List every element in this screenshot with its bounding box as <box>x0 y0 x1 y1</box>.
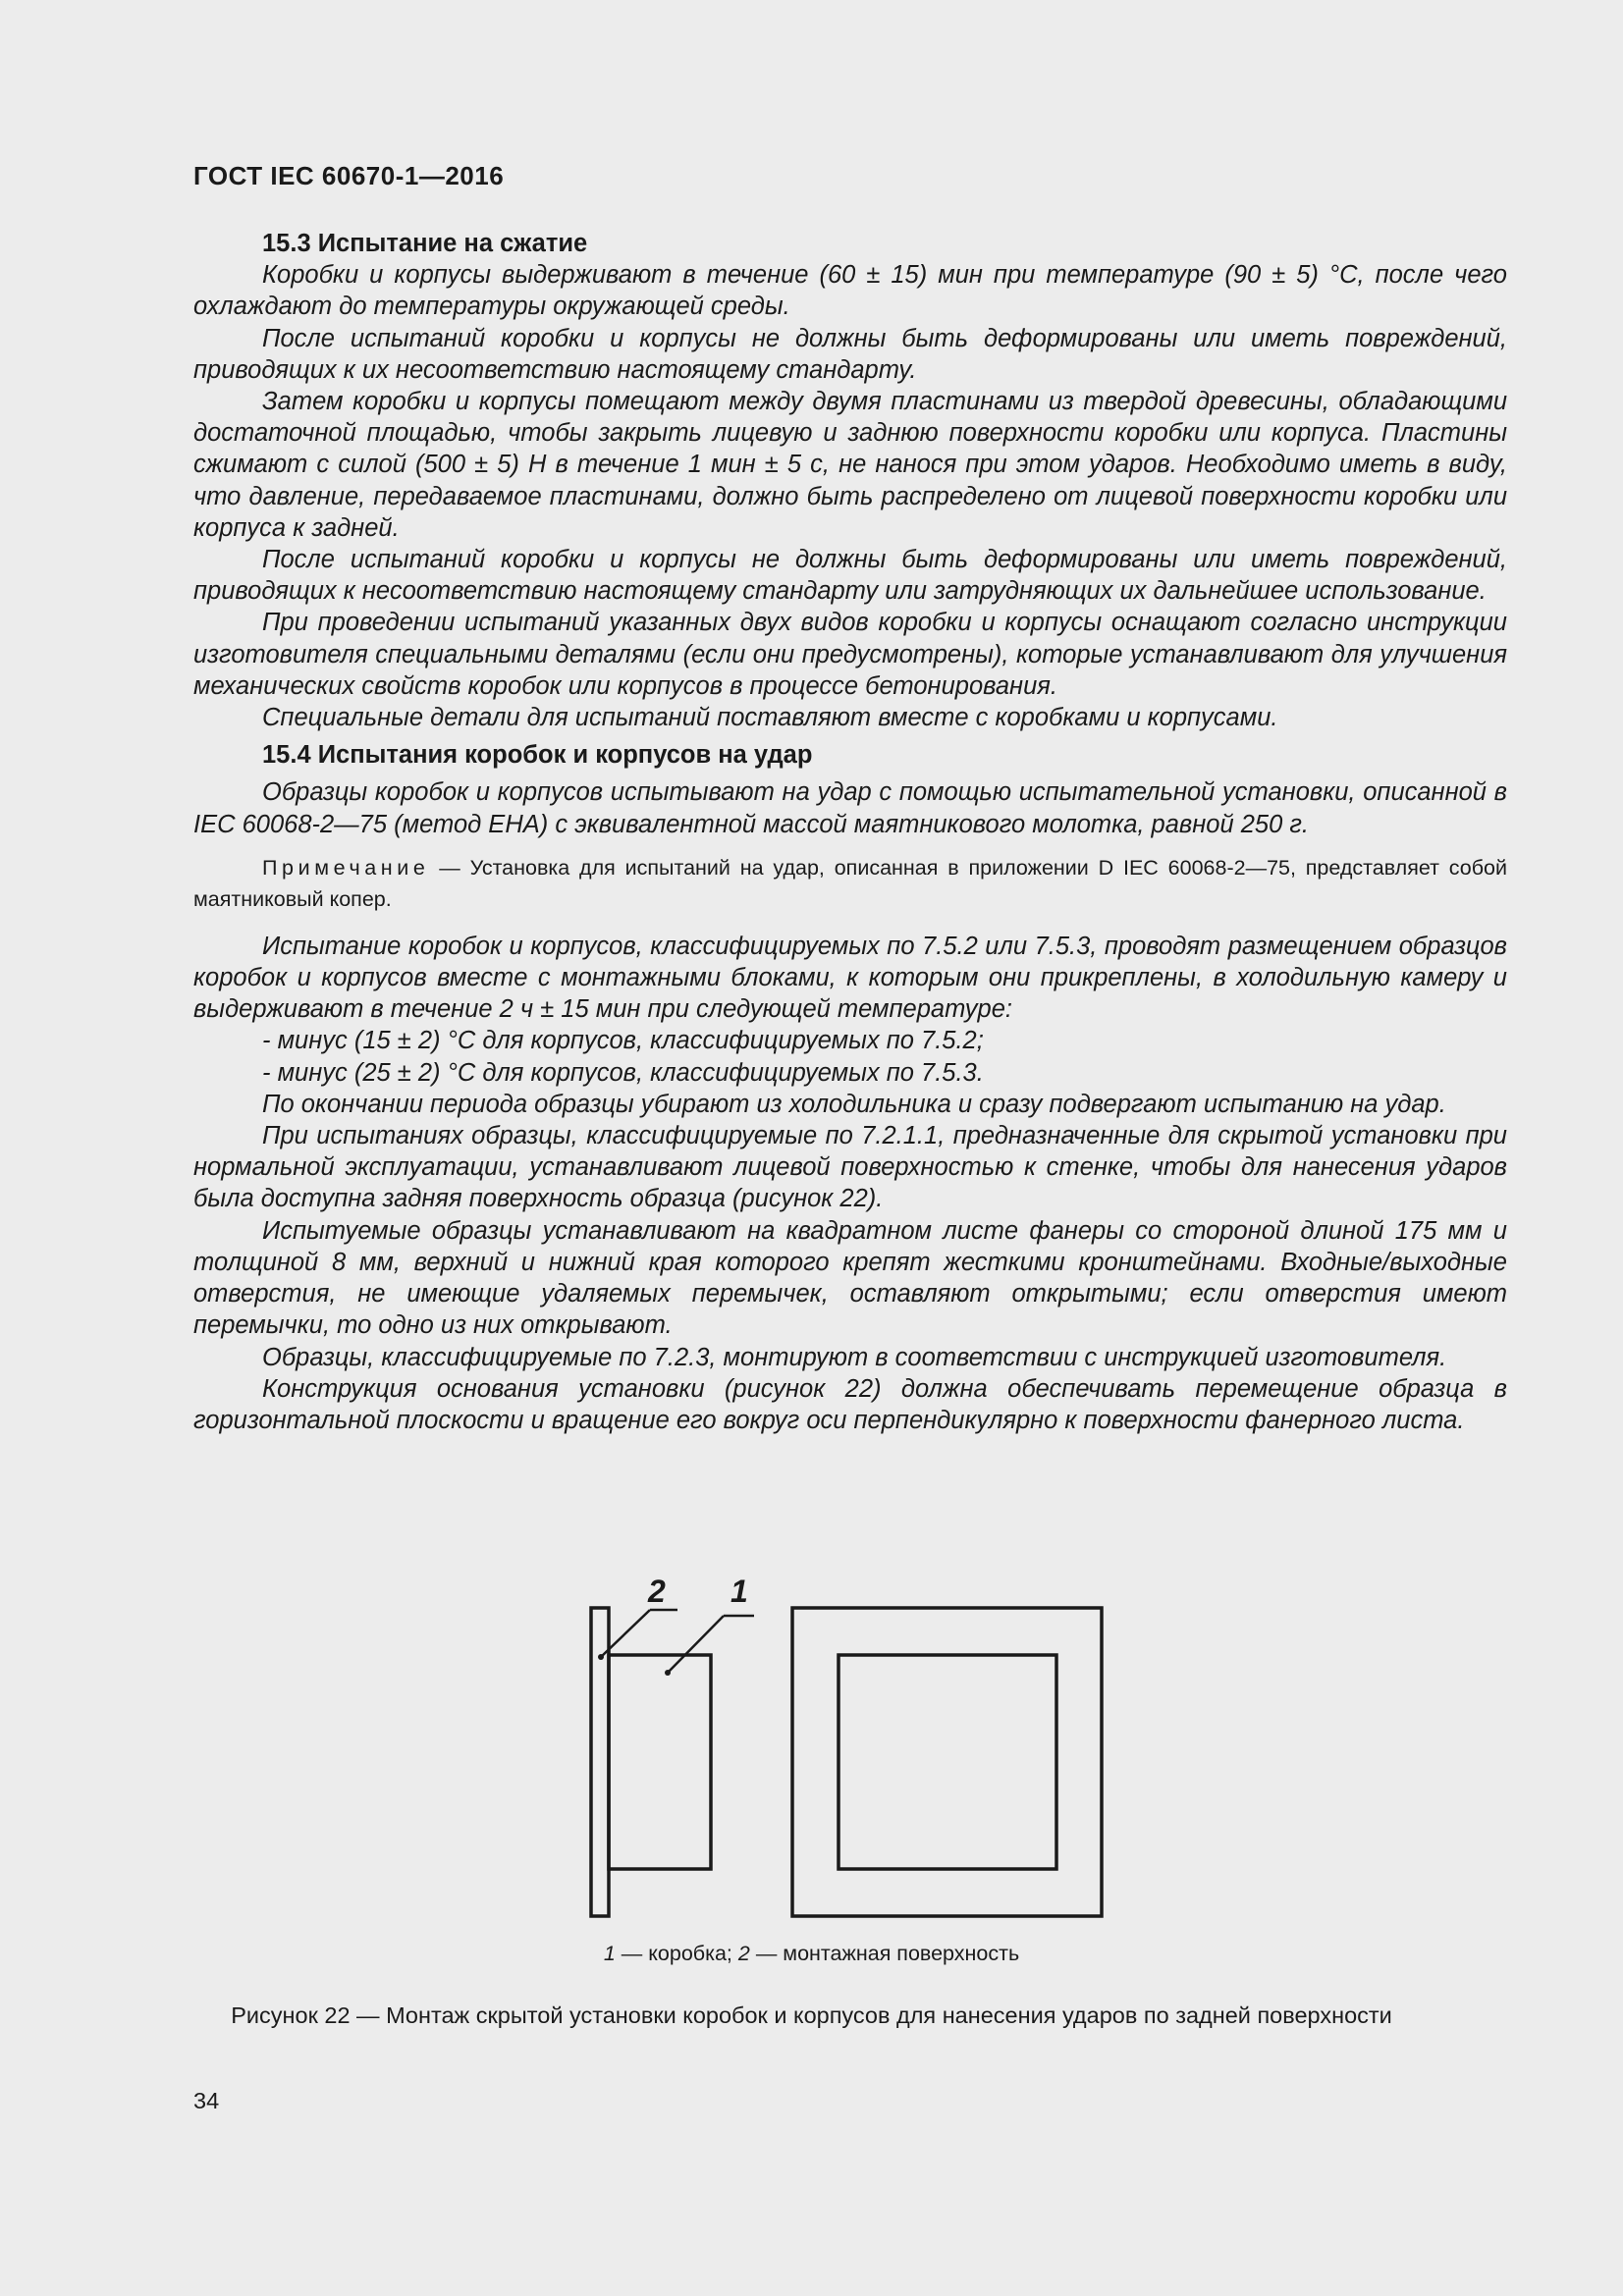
paragraph: После испытаний коробки и корпусы не должны быть деформированы или иметь повреждений, приводящих к несоответствию настоящему стандарту или затрудняющих их дальнейшее использование. <box>193 546 1507 606</box>
note <box>193 852 1507 915</box>
note-label: Примечание <box>262 855 430 880</box>
mounting-surface-plate <box>591 1608 609 1916</box>
legend-number: 2 <box>737 1942 750 1965</box>
paragraph: Образцы коробок и корпусов испытывают на удар с помощью испытательной установки, описанной в IEC 60068-2—75 (метод ЕНА) с эквивалентной массой маятникового молотка, равной 250 г. <box>193 778 1507 838</box>
legend-text: — монтажная поверхность <box>749 1942 1020 1965</box>
inner-square-front-view <box>839 1655 1056 1869</box>
paragraph: Испытание коробок и корпусов, классифицируемых по 7.5.2 или 7.5.3, проводят размещением образцов коробок и корпусов вместе с монтажными блоками, к которым они прикреплены, в холодильную камеру и выдерживают в течение 2 ч ± 15 мин при следующей температуре: <box>193 932 1507 1024</box>
section-15-3-title: 15.3 Испытание на сжатие <box>262 230 588 257</box>
leader-line-1 <box>668 1616 724 1673</box>
paragraph: Специальные детали для испытаний поставляют вместе с коробками и корпусами. <box>262 704 1278 732</box>
page-number: 34 <box>193 2088 220 2113</box>
figure-caption: Рисунок 22 — Монтаж скрытой установки коробок и корпусов для нанесения ударов по задней поверхности <box>231 2002 1392 2028</box>
paragraph: При проведении испытаний указанных двух видов коробки и корпусы оснащают согласно инструкции изготовителя специальными деталями (если они предусмотрены), которые устанавливают для улучшения механических свойств коробок или корпусов в процессе бетонирования. <box>193 609 1507 700</box>
list-item: - минус (25 ± 2) °С для корпусов, классифицируемых по 7.5.3. <box>262 1058 984 1087</box>
leader-dot-1 <box>665 1670 671 1676</box>
figure-label-2: 2 <box>648 1574 666 1609</box>
leader-dot-2 <box>598 1654 604 1660</box>
paragraph: Коробки и корпусы выдерживают в течение (60 ± 15) мин при температуре (90 ± 5) °С, после чего охлаждают до температуры окружающей среды. <box>193 261 1507 321</box>
figure-label-1: 1 <box>730 1574 748 1609</box>
paragraph: По окончании периода образцы убирают из холодильника и сразу подвергают испытанию на удар. <box>262 1090 1446 1118</box>
legend-text: — коробка; <box>615 1942 738 1965</box>
paragraph: Испытуемые образцы устанавливают на квадратном листе фанеры со стороной длиной 175 мм и толщиной 8 мм, верхний и нижний края которого крепят жесткими кронштейнами. Входные/выходные отверстия, не имеющие удаляемых перемычек, оставляют открытыми; если отверстия имеют перемычки, то одно из них открывают. <box>193 1216 1507 1340</box>
note-text: — Установка для испытаний на удар, описанная в приложении D IEC 60068-2—75, представляет собой маятниковый копер. <box>193 855 1507 911</box>
paragraph: При испытаниях образцы, классифицируемые по 7.2.1.1, предназначенные для скрытой установки при нормальной эксплуатации, устанавливают лицевой поверхностью к стенке, чтобы для нанесения ударов была доступна задняя поверхность образца (рисунок 22). <box>193 1122 1507 1213</box>
paragraph: После испытаний коробки и корпусы не должны быть деформированы или иметь повреждений, приводящих к их несоответствию настоящему стандарту. <box>193 324 1507 384</box>
figure-legend <box>0 1942 1623 1966</box>
section-15-4-title: 15.4 Испытания коробок и корпусов на удар <box>262 741 813 770</box>
main-text <box>193 228 1507 1436</box>
list-item: - минус (15 ± 2) °С для корпусов, классифицируемых по 7.5.2; <box>262 1027 984 1055</box>
paragraph: Затем коробки и корпусы помещают между двумя пластинами из твердой древесины, обладающими достаточной площадью, чтобы закрыть лицевую и заднюю поверхности коробки или корпуса. Пластины сжимают с силой (500 ± 5) Н в течение 1 мин ± 5 с, не нанося при этом ударов. Необходимо иметь в виду, что давление, передаваемое пластинами, должно быть распределено от лицевой поверхности коробки или корпуса к задней. <box>193 388 1507 542</box>
document-header: ГОСТ IEC 60670-1—2016 <box>193 161 505 190</box>
paragraph: Конструкция основания установки (рисунок 22) должна обеспечивать перемещение образца в горизонтальной плоскости и вращение его вокруг оси перпендикулярно к поверхности фанерного листа. <box>193 1374 1507 1434</box>
figure-22-drawing <box>0 1571 1623 1983</box>
box-side-view <box>609 1655 711 1869</box>
paragraph: Образцы, классифицируемые по 7.2.3, монтируют в соответствии с инструкцией изготовителя. <box>262 1343 1447 1371</box>
legend-number: 1 <box>603 1942 616 1965</box>
